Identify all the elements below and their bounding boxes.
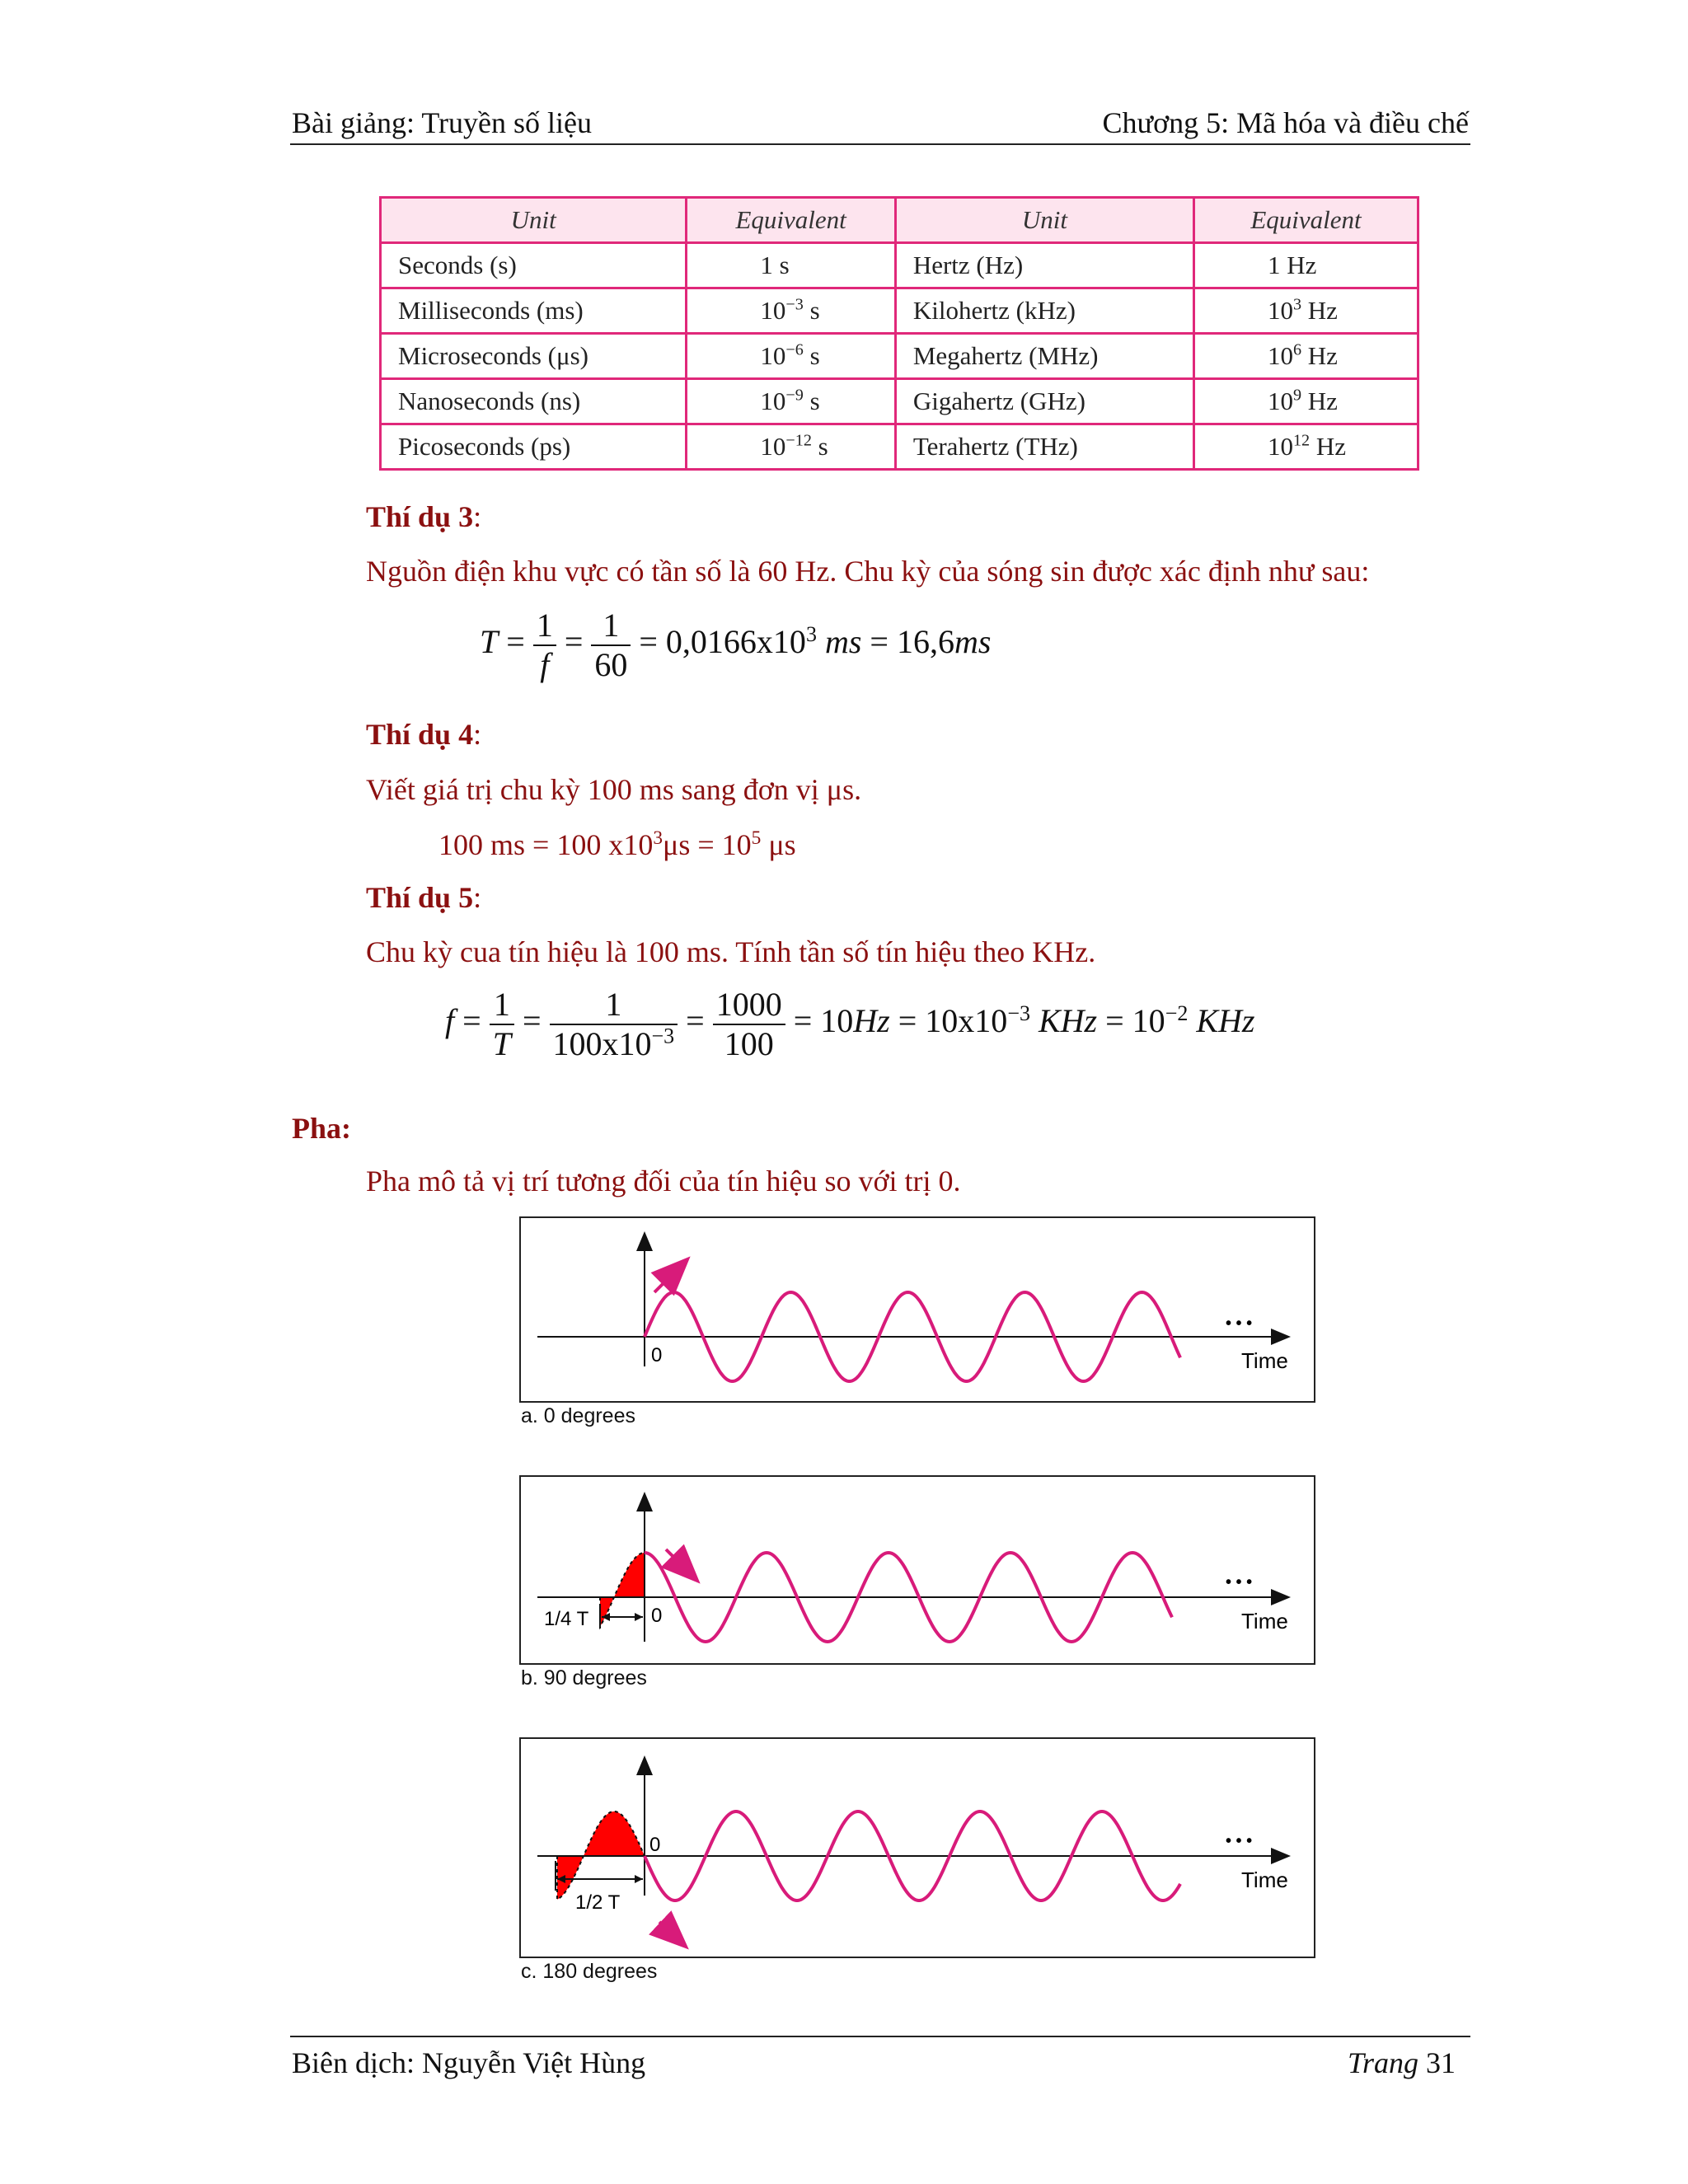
phase-text: Pha mô tả vị trí tương đối của tín hiệu so với trị 0. xyxy=(366,1165,961,1197)
cell-text: 10 xyxy=(760,341,786,370)
page-num: 31 xyxy=(1426,2046,1456,2079)
table-cell xyxy=(381,288,687,334)
eq-unit: ms xyxy=(954,623,992,661)
example3-equation: T = $\frac{1}{f}$ = $\frac{1}{60}$ = $0,0166x10^3$ ms = 16,6ms xyxy=(480,607,992,683)
fraction-denominator: T xyxy=(492,1025,511,1062)
cell-text: Seconds (s) xyxy=(398,251,517,279)
eq-exponent: 3 xyxy=(805,621,817,646)
example4-text: Viết giá trị chu kỳ 100 ms sang đơn vị μs. xyxy=(366,773,862,806)
page-footer xyxy=(290,2036,1470,2095)
table-cell xyxy=(895,424,1193,470)
fraction xyxy=(713,986,785,1063)
continuation-dots: • • • xyxy=(1226,1573,1253,1591)
phase-figure-180 xyxy=(519,1737,1315,1958)
cell-text: 10 xyxy=(1267,432,1293,461)
fraction-denominator: 60 xyxy=(594,646,628,683)
time-label: Time xyxy=(1241,1868,1288,1892)
origin-label: 0 xyxy=(651,1605,663,1627)
cell-text: 10 xyxy=(1267,341,1293,370)
cell-text: Milliseconds (ms) xyxy=(398,296,584,325)
table-cell xyxy=(895,334,1193,379)
eq-result: = 16,6 xyxy=(870,623,954,661)
cell-text: Hertz (Hz) xyxy=(912,251,1024,279)
exponent: 3 xyxy=(1292,295,1302,314)
table-cell xyxy=(1193,288,1418,334)
units-table xyxy=(379,196,1419,471)
cell-text: s xyxy=(803,296,820,325)
fraction-numerator: 1 xyxy=(533,607,556,646)
table-cell xyxy=(1193,334,1418,379)
fraction-numerator: 1000 xyxy=(713,986,785,1025)
eq-symbol: T xyxy=(480,623,499,661)
table-row xyxy=(381,288,1418,334)
exponent: −3 xyxy=(785,295,804,314)
cell-text: s xyxy=(803,341,820,370)
eq-unit: KHz xyxy=(1188,1002,1255,1040)
table-cell xyxy=(1193,243,1418,288)
eq-exponent: 3 xyxy=(653,827,663,849)
table-row xyxy=(381,243,1418,288)
table-header-cell: Equivalent xyxy=(687,198,895,243)
fraction-numerator: 1 xyxy=(591,607,631,646)
table-header-cell: Equivalent xyxy=(1193,198,1418,243)
cell-text: Hz xyxy=(1310,432,1346,461)
table-cell xyxy=(895,288,1193,334)
continuation-dots: • • • xyxy=(1226,1832,1253,1850)
cell-text: 10 xyxy=(760,296,786,325)
exponent: −12 xyxy=(785,431,812,450)
example3-title: Thí dụ 3 xyxy=(366,500,474,533)
figure-caption: b. 90 degrees xyxy=(521,1666,647,1690)
time-label: Time xyxy=(1241,1609,1288,1633)
eq-result: = 10x10 xyxy=(889,1002,1008,1040)
eq-exponent: −3 xyxy=(651,1024,675,1048)
cell-text: Hz xyxy=(1301,341,1338,370)
fraction xyxy=(490,986,514,1063)
fraction xyxy=(533,607,556,684)
example3-text: Nguồn điện khu vực có tần số là 60 Hz. Chu kỳ của sóng sin được xác định như sau: xyxy=(366,555,1370,588)
table-cell xyxy=(895,379,1193,424)
exponent: 9 xyxy=(1292,386,1302,405)
example3-heading: Thí dụ 3: xyxy=(366,500,482,533)
fraction-denominator: f xyxy=(540,646,550,683)
cell-text: Nanoseconds (ns) xyxy=(398,387,581,415)
table-row xyxy=(381,424,1418,470)
cell-text: Hz xyxy=(1301,296,1338,325)
cell-text: Hz xyxy=(1301,387,1338,415)
cell-text: 10 xyxy=(760,387,786,415)
eq-unit: Hz xyxy=(853,1002,890,1040)
page-header xyxy=(290,101,1470,145)
units-table-header-row xyxy=(381,198,1418,243)
footer-translator: Biên dịch: Nguyễn Việt Hùng xyxy=(292,2046,646,2079)
fraction-denominator: 100 xyxy=(724,1025,774,1062)
fraction xyxy=(550,986,678,1063)
table-cell xyxy=(381,243,687,288)
example4-equation xyxy=(438,827,796,862)
continuation-dots: • • • xyxy=(1226,1315,1253,1333)
figure-caption: c. 180 degrees xyxy=(521,1960,658,1983)
exponent: −9 xyxy=(785,386,804,405)
fraction-numerator: 1 xyxy=(490,986,514,1025)
eq-exponent: 5 xyxy=(751,827,762,849)
phase-graph xyxy=(521,1218,1314,1401)
origin-label: 0 xyxy=(649,1834,661,1856)
table-cell xyxy=(687,424,895,470)
cell-text: s xyxy=(811,432,828,461)
shift-label: 1/2 T xyxy=(575,1891,621,1914)
figure-caption: a. 0 degrees xyxy=(521,1404,635,1427)
fraction xyxy=(591,607,631,684)
fraction-denominator: 100x10 xyxy=(552,1025,652,1062)
eq-exponent: −2 xyxy=(1165,1001,1189,1025)
exponent: 6 xyxy=(1292,340,1302,359)
table-cell xyxy=(381,379,687,424)
header-course-title: Bài giảng: Truyền số liệu xyxy=(292,106,593,139)
cell-text: Kilohertz (kHz) xyxy=(912,296,1076,325)
eq-part: 100 ms = 100 x10 xyxy=(438,828,654,861)
example5-equation: f = $\frac{1}{T}$ = $\frac{1}{100x10^{-3}}$ = $\frac{1000}{100}$ = $10Hz = 10x10^{-3}$ KHz = $10^{-2}$ KHz xyxy=(445,986,1255,1062)
header-chapter-title: Chương 5: Mã hóa và điều chế xyxy=(1102,106,1469,139)
example5-heading: Thí dụ 5: xyxy=(366,881,482,914)
table-cell xyxy=(1193,379,1418,424)
shift-label: 1/4 T xyxy=(544,1608,589,1630)
cell-text: s xyxy=(803,387,820,415)
table-header-cell: Unit xyxy=(381,198,687,243)
example5-title: Thí dụ 5 xyxy=(366,881,474,914)
example4-heading: Thí dụ 4: xyxy=(366,718,482,751)
eq-part: μs xyxy=(761,828,796,861)
table-cell xyxy=(687,288,895,334)
cell-text: Gigahertz (GHz) xyxy=(912,387,1085,415)
table-cell xyxy=(381,424,687,470)
table-cell xyxy=(895,243,1193,288)
eq-result: = 0,0166x10 xyxy=(639,623,806,661)
table-cell xyxy=(687,334,895,379)
cell-text: 10 xyxy=(760,432,786,461)
example5-text: Chu kỳ cua tín hiệu là 100 ms. Tính tần số tín hiệu theo KHz. xyxy=(366,935,1096,968)
table-cell xyxy=(381,334,687,379)
cell-text: 10 xyxy=(1267,387,1293,415)
table-header-cell: Unit xyxy=(895,198,1193,243)
exponent: 12 xyxy=(1292,431,1311,450)
phase-heading: Pha: xyxy=(292,1112,351,1145)
phase-graph xyxy=(521,1477,1314,1663)
cell-text: Terahertz (THz) xyxy=(912,432,1078,461)
cell-text: Megahertz (MHz) xyxy=(912,341,1099,370)
phase-figure-0 xyxy=(519,1216,1315,1403)
eq-result: = 10 xyxy=(793,1002,854,1040)
table-cell xyxy=(1193,424,1418,470)
direction-arrow-icon xyxy=(666,1549,696,1579)
eq-unit: KHz xyxy=(1029,1002,1098,1040)
eq-symbol: f xyxy=(445,1002,455,1040)
page-word: Trang xyxy=(1347,2046,1418,2079)
cell-text: 1 Hz xyxy=(1267,251,1317,279)
direction-arrow-icon xyxy=(659,1922,684,1945)
time-label: Time xyxy=(1241,1348,1288,1373)
eq-exponent: −3 xyxy=(1007,1001,1030,1025)
fraction-numerator: 1 xyxy=(550,986,678,1025)
table-row xyxy=(381,379,1418,424)
table-cell xyxy=(687,379,895,424)
phase-figure-90 xyxy=(519,1475,1315,1665)
cell-text: Picoseconds (ps) xyxy=(398,432,571,461)
exponent: −6 xyxy=(785,340,804,359)
cell-text: 1 s xyxy=(760,251,790,279)
phase-graph xyxy=(521,1739,1314,1957)
direction-arrow-icon xyxy=(654,1261,686,1292)
footer-page-number xyxy=(1348,2046,1456,2080)
table-row xyxy=(381,334,1418,379)
origin-label: 0 xyxy=(651,1344,663,1366)
table-cell xyxy=(687,243,895,288)
eq-result: = 10 xyxy=(1097,1002,1165,1040)
cell-text: Microseconds (μs) xyxy=(398,341,588,370)
cell-text: 10 xyxy=(1267,296,1293,325)
eq-unit: ms xyxy=(824,623,862,661)
example4-title: Thí dụ 4 xyxy=(366,718,474,751)
eq-part: μs = 10 xyxy=(663,828,752,861)
